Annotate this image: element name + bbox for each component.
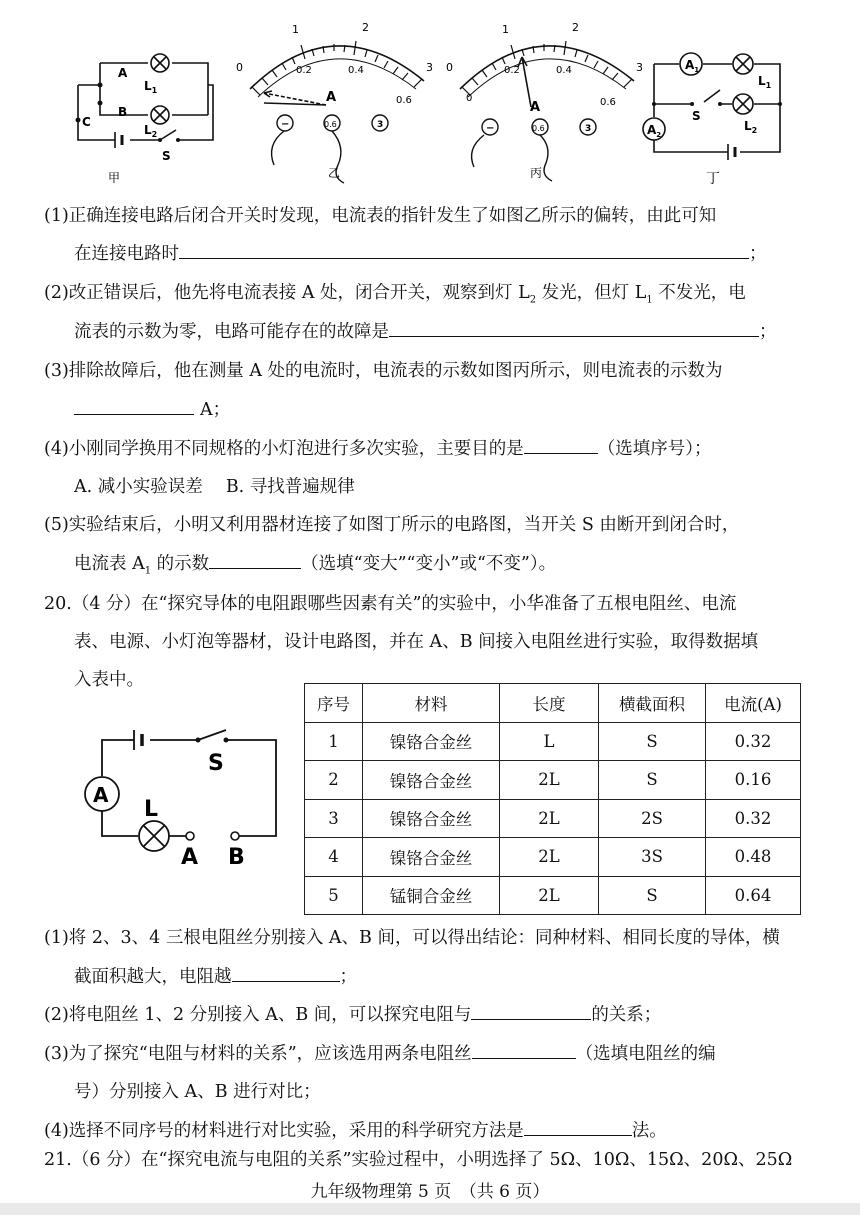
table-row: [305, 838, 801, 877]
table-cell: S: [599, 876, 706, 915]
jia-L2-label: $L_2$: [144, 123, 158, 139]
table-header: 序号: [305, 684, 363, 723]
table-cell: 镍铬合金丝: [363, 722, 500, 761]
q20-item4: (4)选择不同序号的材料进行对比实验，采用的科学研究方法是 法。: [44, 1117, 820, 1145]
table-header: 电流(A): [706, 684, 801, 723]
jia-L1-label: $L_1$: [144, 79, 158, 95]
q20-item1-line2: 截面积越大，电阻越 ；: [74, 963, 820, 991]
q19-item1-line2: 在连接电路时 ；: [74, 240, 820, 268]
q19-item1-answer-blank[interactable]: [179, 240, 749, 259]
bing-tick-0.2: 0.2: [504, 65, 520, 76]
q20-ammeter-label: A: [93, 783, 109, 807]
yi-tick-0.6: 0.6: [396, 95, 412, 106]
bing-tick-1: 1: [502, 23, 509, 36]
table-row: [305, 799, 801, 838]
table-cell: 3S: [599, 838, 706, 877]
table-cell: 2L: [500, 876, 599, 915]
q19-item3-answer-blank[interactable]: [74, 396, 194, 415]
q20-point-A-label: A: [181, 845, 199, 870]
table-cell: 镍铬合金丝: [363, 838, 500, 877]
table-cell: 0.32: [706, 799, 801, 838]
yi-tick-0.2: 0.2: [296, 65, 312, 76]
q19-item5-line1: (5)实验结束后，小明又利用器材连接了如图丁所示的电路图，当开关 S 由断开到闭合时，: [44, 515, 740, 535]
table-header: 长度: [500, 684, 599, 723]
bing-A-label: A: [530, 100, 541, 115]
table-row: [305, 761, 801, 800]
table-cell: 5: [305, 876, 363, 915]
ding-caption: 丁: [706, 171, 720, 187]
q20-item2-answer-blank[interactable]: [471, 1001, 591, 1020]
q19-item4-options: A. 减小实验误差 B. 寻找普遍规律: [74, 477, 355, 497]
q20-item3-line2: 号）分别接入 A、B 进行对比；: [74, 1082, 321, 1102]
jia-A-label: A: [118, 66, 128, 80]
table-cell: 3: [305, 799, 363, 838]
q21-intro: 21.（6 分）在“探究电流与电阻的关系”实验过程中，小明选择了 5Ω、10Ω、15Ω、20Ω、25Ω: [44, 1150, 793, 1170]
table-cell: 1: [305, 722, 363, 761]
q19-item2-line2: 流表的示数为零，电路可能存在的故障是 ；: [74, 318, 820, 346]
ding-S-label: S: [692, 109, 701, 123]
table-cell: L: [500, 722, 599, 761]
table-cell: 4: [305, 838, 363, 877]
yi-terminal-0.6: 0.6: [324, 120, 337, 129]
table-cell: 0.48: [706, 838, 801, 877]
table-cell: 0.32: [706, 722, 801, 761]
jia-C-label: C: [82, 115, 91, 129]
q19-item2-answer-blank[interactable]: [389, 318, 759, 337]
q20-item1-line1: (1)将 2、3、4 三根电阻丝分别接入 A、B 间，可以得出结论：同种材料、相同长度的导体，横: [44, 928, 780, 948]
yi-tick-0.4: 0.4: [348, 65, 364, 76]
yi-tick-2: 2: [362, 21, 369, 34]
bing-tick-low-0: 0: [466, 93, 473, 104]
q20-data-table: [304, 683, 801, 915]
q20-circuit-diagram: [78, 728, 298, 878]
figure-yi-ammeter: [228, 15, 443, 185]
table-cell: 锰铜合金丝: [363, 876, 500, 915]
ding-A2-label: $A_2$: [647, 123, 662, 139]
table-cell: 2L: [500, 838, 599, 877]
q20-intro-line3: 入表中。: [74, 670, 144, 690]
page-footer: 九年级物理第 5 页 （共 6 页）: [310, 1182, 550, 1202]
table-cell: 0.64: [706, 876, 801, 915]
table-cell: S: [599, 722, 706, 761]
figure-ding-circuit: [632, 40, 792, 190]
q19-item1-line1: (1)正确连接电路后闭合开关时发现，电流表的指针发生了如图乙所示的偏转，由此可知: [44, 206, 717, 226]
q20-item3-line1: (3)为了探究“电阻与材料的关系”，应该选用两条电阻丝 （选填电阻丝的编: [44, 1040, 820, 1068]
q19-item5-line2: 电流表 $A_1$ 的示数 （选填“变大”“变小”或“不变”）。: [74, 550, 820, 586]
bing-tick-0: 0: [446, 61, 453, 74]
ding-L1-label: $L_1$: [758, 74, 772, 90]
bing-terminal-0.6: 0.6: [532, 124, 545, 133]
table-cell: 2L: [500, 799, 599, 838]
bottom-scroll-strip: [0, 1203, 860, 1215]
ding-A1-label: $A_1$: [685, 58, 700, 74]
q20-intro-line2: 表、电源、小灯泡等器材，设计电路图，并在 A、B 间接入电阻丝进行实验，取得数据填: [74, 632, 759, 652]
q19-item5-answer-blank[interactable]: [209, 550, 301, 569]
bing-tick-3: 3: [636, 61, 643, 74]
bing-terminal-neg: −: [486, 123, 495, 134]
q19-item3-line2: A；: [74, 396, 820, 424]
bing-terminal-3: 3: [585, 124, 592, 134]
jia-caption: 甲: [108, 171, 121, 185]
yi-caption: 乙: [328, 166, 341, 180]
q20-switch-label: S: [208, 751, 224, 776]
figure-jia-circuit: [60, 40, 230, 190]
q20-point-B-label: B: [228, 845, 245, 870]
table-row: [305, 876, 801, 915]
bing-tick-0.6: 0.6: [600, 97, 616, 108]
q20-item2: (2)将电阻丝 1、2 分别接入 A、B 间，可以探究电阻与 的关系；: [44, 1001, 820, 1029]
bing-tick-0.4: 0.4: [556, 65, 572, 76]
table-cell: 2: [305, 761, 363, 800]
q19-item4-line1: (4)小刚同学换用不同规格的小灯泡进行多次实验，主要目的是 （选填序号）；: [44, 435, 820, 463]
jia-B-label: B: [118, 105, 128, 119]
table-cell: 0.16: [706, 761, 801, 800]
table-header: 横截面积: [599, 684, 706, 723]
ding-L2-label: $L_2$: [744, 119, 758, 135]
yi-A-label: A: [326, 90, 337, 105]
jia-S-label: S: [162, 149, 171, 163]
q20-lamp-label: L: [144, 797, 159, 822]
yi-tick-3: 3: [426, 61, 433, 74]
q20-intro-line1: 20.（4 分）在“探究导体的电阻跟哪些因素有关”的实验中，小华准备了五根电阻丝、电流: [44, 594, 737, 614]
table-cell: 2S: [599, 799, 706, 838]
table-cell: S: [599, 761, 706, 800]
table-row: [305, 722, 801, 761]
figure-bing-ammeter: [438, 15, 653, 185]
yi-terminal-3: 3: [377, 120, 384, 130]
table-cell: 2L: [500, 761, 599, 800]
table-header: 材料: [363, 684, 500, 723]
yi-tick-1: 1: [292, 23, 299, 36]
bing-tick-2: 2: [572, 21, 579, 34]
q19-item2-line1: (2)改正错误后，他先将电流表接 A 处，闭合开关，观察到灯 $L_2$ 发光，但灯 $L_1$ 不发光，电: [44, 283, 746, 306]
table-header-row: [305, 684, 801, 723]
q19-item3-line1: (3)排除故障后，他在测量 A 处的电流时，电流表的示数如图丙所示，则电流表的示数为: [44, 361, 723, 381]
table-cell: 镍铬合金丝: [363, 799, 500, 838]
yi-terminal-neg: −: [281, 119, 290, 130]
yi-tick-0: 0: [236, 61, 243, 74]
q20-item4-answer-blank[interactable]: [524, 1117, 632, 1136]
q20-item3-answer-blank[interactable]: [472, 1040, 576, 1059]
table-cell: 镍铬合金丝: [363, 761, 500, 800]
bing-caption: 丙: [530, 166, 543, 180]
q19-item4-answer-blank[interactable]: [524, 435, 598, 454]
q20-item1-answer-blank[interactable]: [232, 963, 340, 982]
